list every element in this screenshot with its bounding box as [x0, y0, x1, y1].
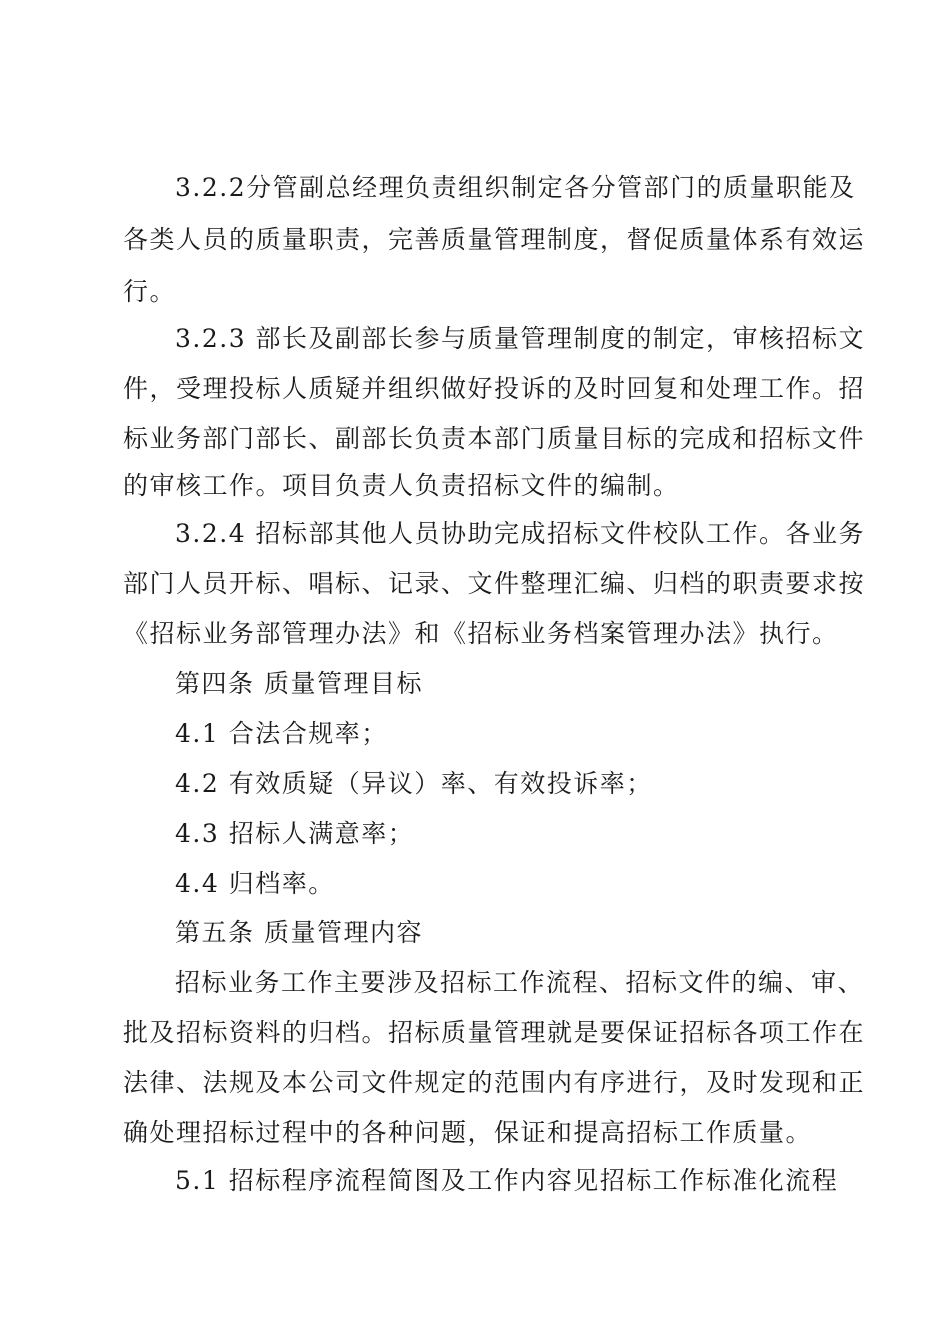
paragraph-line — [0, 276, 950, 308]
line-text: 招标业务工作主要涉及招标工作流程、招标文件的编、审、 — [175, 968, 865, 997]
line-text: 3.2.4 招标部其他人员协助完成招标文件校队工作。各业务 — [175, 519, 866, 548]
list-item — [0, 718, 950, 750]
line-text: 各类人员的质量职责，完善质量管理制度，督促质量体系有效运 — [123, 225, 866, 254]
list-item — [0, 768, 950, 800]
paragraph-line — [0, 373, 950, 405]
list-item — [0, 868, 950, 900]
line-text: 第五条 质量管理内容 — [175, 918, 423, 947]
line-text: 4.3 招标人满意率； — [175, 819, 415, 848]
line-text: 确处理招标过程中的各种问题，保证和提高招标工作质量。 — [123, 1118, 813, 1147]
line-text: 部门人员开标、唱标、记录、文件整理汇编、归档的职责要求按 — [123, 569, 866, 598]
line-text: 第四条 质量管理目标 — [175, 669, 423, 698]
paragraph-line — [0, 1017, 950, 1049]
line-text: 4.2 有效质疑（异议）率、有效投诉率； — [175, 769, 653, 798]
line-text: 行。 — [123, 277, 177, 306]
paragraph-line — [0, 172, 950, 204]
list-item — [0, 818, 950, 850]
paragraph-line — [0, 224, 950, 256]
paragraph-line — [0, 1067, 950, 1099]
line-text: 件，受理投标人质疑并组织做好投诉的及时回复和处理工作。招 — [123, 374, 866, 403]
section-heading — [0, 917, 950, 949]
paragraph-line — [0, 1117, 950, 1149]
paragraph-line — [0, 323, 950, 355]
line-text: 4.4 归档率。 — [175, 869, 335, 898]
line-text: 3.2.2分管副总经理负责组织制定各分管部门的质量职能及 — [175, 173, 856, 202]
paragraph-line — [0, 1165, 950, 1197]
paragraph-line — [0, 568, 950, 600]
line-text: 的审核工作。项目负责人负责招标文件的编制。 — [123, 471, 680, 500]
paragraph-line — [0, 967, 950, 999]
line-text: 批及招标资料的归档。招标质量管理就是要保证招标各项工作在 — [123, 1018, 866, 1047]
line-text: 《招标业务部管理办法》和《招标业务档案管理办法》执行。 — [123, 619, 839, 648]
section-heading — [0, 668, 950, 700]
paragraph-line — [0, 518, 950, 550]
paragraph-line — [0, 470, 950, 502]
line-text: 3.2.3 部长及副部长参与质量管理制度的制定，审核招标文 — [175, 324, 866, 353]
paragraph-line — [0, 618, 950, 650]
line-text: 法律、法规及本公司文件规定的范围内有序进行，及时发现和正 — [123, 1068, 866, 1097]
line-text: 5.1 招标程序流程简图及工作内容见招标工作标准化流程 — [175, 1166, 839, 1195]
paragraph-line — [0, 423, 950, 455]
line-text: 4.1 合法合规率； — [175, 719, 388, 748]
line-text: 标业务部门部长、副部长负责本部门质量目标的完成和招标文件 — [123, 424, 866, 453]
